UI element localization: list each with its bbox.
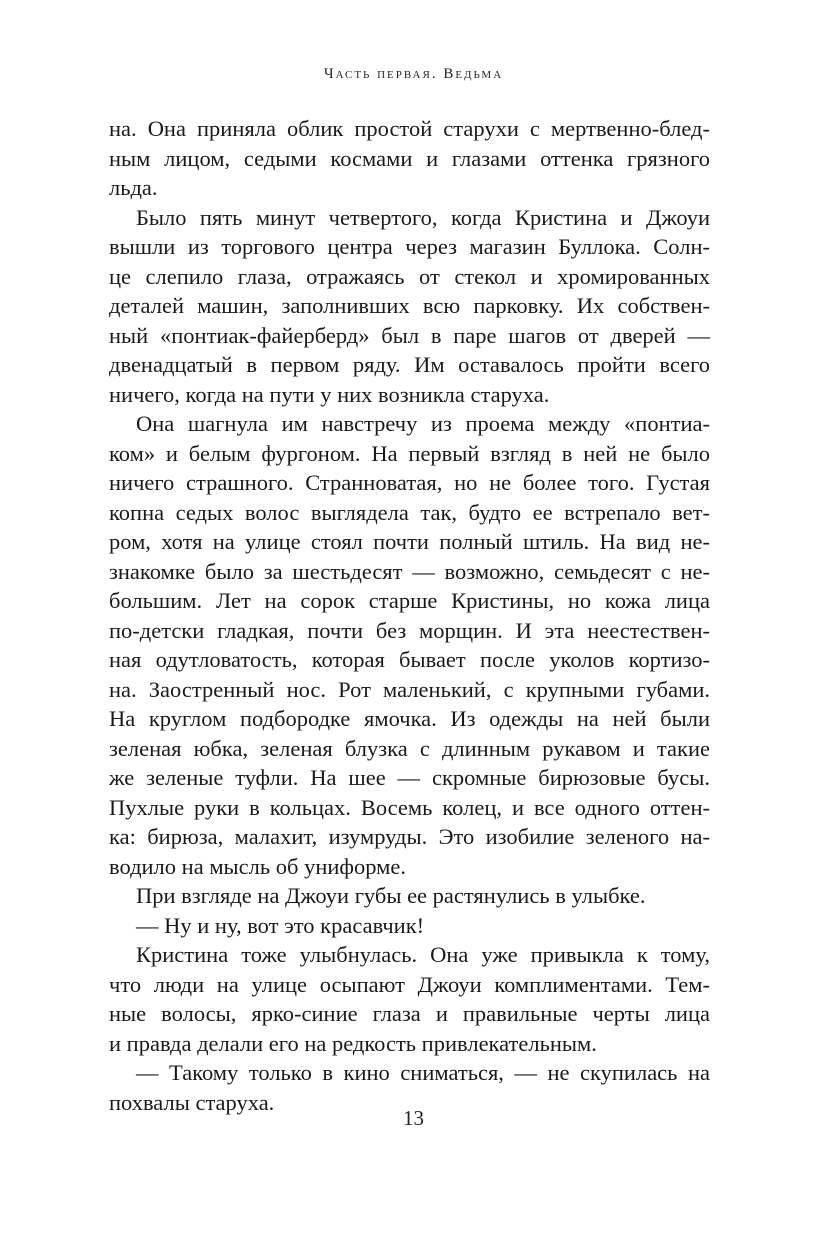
text-line: Она шагнула им навстречу из проема между «понтиа- — [136, 411, 710, 436]
text-line: знакомке было за шестьдесят — возможно, семьдесят с не- — [109, 558, 710, 584]
text-line: деталей машин, заполнивших всю парковку. Их собствен- — [109, 293, 710, 318]
text-line: При взгляде на Джоуи губы ее растянулись в улыбке. — [136, 883, 646, 908]
text-line: ничего страшного. Странноватая, но не более того. Густая — [109, 470, 710, 495]
text-line: большим. Лет на сорок старше Кристины, но кожа лица — [109, 588, 710, 613]
text-line: На круглом подбородке ямочка. Из одежды на ней были — [109, 706, 710, 731]
text-line: льда. — [109, 175, 158, 200]
text-line: на. Она приняла облик простой старухи с мертвенно-блед- — [109, 116, 710, 141]
text-line: ные волосы, ярко-синие глаза и правильные черты лица — [109, 1001, 710, 1026]
text-line: похвалы старуха. — [109, 1089, 275, 1115]
text-line: ка: бирюза, малахит, изумруды. Это изобилие зеленого на- — [109, 824, 710, 849]
text-line: зеленая юбка, зеленая блузка с длинным рукавом и такие — [109, 735, 710, 761]
text-line: ком» и белым фургоном. На первый взгляд в ней не было — [109, 440, 710, 466]
text-line: водило на мысль об униформе. — [109, 853, 407, 879]
text-line: ничего, когда на пути у них возникла старуха. — [109, 381, 550, 407]
text-line: — Такому только в кино сниматься, — не скупилась на — [136, 1060, 710, 1085]
page-number: 13 — [403, 1106, 424, 1130]
text-line: же зеленые туфли. На шее — скромные бирюзовые бусы. — [109, 765, 710, 790]
text-line: что люди на улице осыпают Джоуи комплиментами. Тем- — [109, 971, 710, 997]
text-line: ная одутловатость, которая бывает после уколов кортизо- — [109, 647, 710, 672]
text-line: Пухлые руки в кольцах. Восемь колец, и все одного оттен- — [109, 794, 710, 820]
text-line: копна седых волос выглядела так, будто ее встрепало вет- — [109, 499, 710, 525]
text-line: — Ну и ну, вот это красавчик! — [136, 912, 425, 938]
text-line: на. Заостренный нос. Рот маленький, с крупными губами. — [109, 676, 710, 702]
body-text — [109, 114, 710, 1117]
text-line: двенадцатый в первом ряду. Им оставалось пройти всего — [109, 352, 710, 377]
text-line: це слепило глаза, отражаясь от стекол и хромированных — [109, 263, 710, 289]
text-line: ным лицом, седыми космами и глазами оттенка грязного — [109, 145, 710, 171]
text-line: Кристина тоже улыбнулась. Она уже привыкла к тому, — [136, 942, 710, 967]
text-line: вышли из торгового центра через магазин Буллока. Солн- — [109, 234, 710, 259]
text-line: Было пять минут четвертого, когда Кристина и Джоуи — [136, 204, 710, 230]
text-line: ный «понтиак-файерберд» был в паре шагов от дверей — — [109, 322, 710, 348]
text-line: и правда делали его на редкость привлекательным. — [109, 1030, 597, 1056]
running-head: Часть первая. Ведьма — [323, 66, 504, 82]
text-line: по-детски гладкая, почти без морщин. И эта неестествен- — [109, 617, 710, 643]
text-line: ром, хотя на улице стоял почти полный штиль. На вид не- — [109, 529, 710, 554]
